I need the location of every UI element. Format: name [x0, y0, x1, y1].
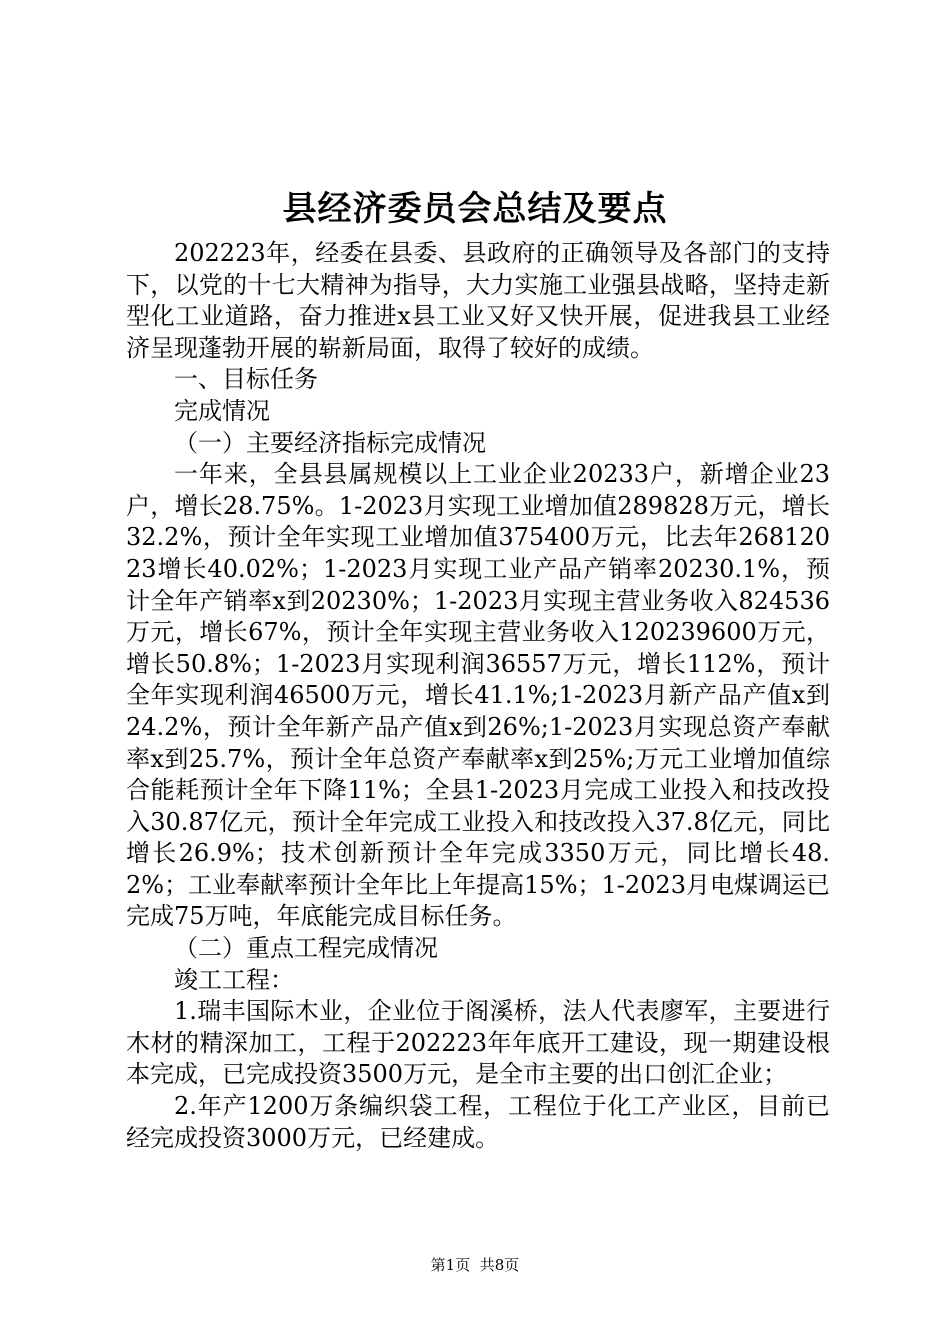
page-number: 第1页 — [430, 1256, 471, 1274]
section-heading-targets: 一、目标任务 — [174, 365, 318, 394]
document-title: 县经济委员会总结及要点 — [282, 189, 668, 229]
subsection-heading-projects: （二）重点工程完成情况 — [174, 934, 438, 963]
subheading-completion: 完成情况 — [174, 396, 270, 425]
completed-projects-label: 竣工工程： — [174, 965, 294, 994]
page-total: 共8页 — [479, 1256, 520, 1274]
document-body — [126, 238, 830, 1154]
subsection-heading-indicators: （一）主要经济指标完成情况 — [174, 428, 486, 457]
page-footer — [0, 1255, 950, 1275]
intro-paragraph: 202223年，经委在县委、县政府的正确领导及各部门的支持下，以党的十七大精神为指导，大力实施工业强县战略，坚持走新型化工业道路，奋力推进x县工业又好又快开展，促进我县工业经济呈现蓬勃开展的崭新局面，取得了较好的成绩。 — [126, 239, 830, 362]
indicators-paragraph: 一年来，全县县属规模以上工业企业20233户，新增企业23户，增长28.75%。1-2023月实现工业增加值289828万元，增长32.2%，预计全年实现工业增加值375400万元，比去年26812023增长40.02%；1-2023月实现工业产品产销率20230.1%，预计全年产销率x到20230%；1-2023月实现主营业务收入824536万元，增长67%，预计全年实现主营业务收入120239600万元，增长50.8%；1-2023月实现利润36557万元，增长112%，预计全年实现利润46500万元，增长41.1%;1-2023月新产品产值x到24.2%，预计全年新产品产值x到26%;1-2023月实现总资产奉献率x到25.7%，预计全年总资产奉献率x到25%;万元工业增加值综合能耗预计全年下降11%；全县1-2023月完成工业投入和技改投入30.87亿元，预计全年完成工业投入和技改投入37.8亿元，同比增长26.9%；技术创新预计全年完成3350万元，同比增长48.2%；工业奉献率预计全年比上年提高15%；1-2023月电煤调运已完成75万吨，年底能完成目标任务。 — [126, 460, 830, 931]
project-item: 2.年产1200万条编织袋工程，工程位于化工产业区，目前已经完成投资3000万元，已经建成。 — [126, 1092, 830, 1152]
project-item: 1.瑞丰国际木业，企业位于阁溪桥，法人代表廖军，主要进行木材的精深加工，工程于202223年年底开工建设，现一期建设根本完成，已完成投资3500万元，是全市主要的出口创汇企业； — [126, 997, 830, 1089]
